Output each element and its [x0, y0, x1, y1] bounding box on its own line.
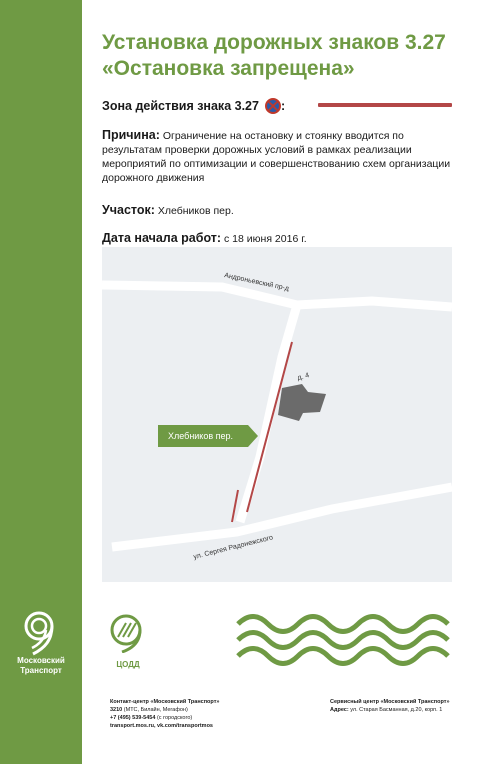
map — [102, 247, 452, 582]
road-radonezhskogo — [112, 487, 452, 547]
building-d4 — [278, 384, 326, 421]
date-value: с 18 июня 2016 г. — [224, 233, 307, 245]
moscow-transport-logo — [10, 608, 72, 676]
service-address-label: Адрес: — [330, 707, 349, 713]
section-label: Участок: — [102, 203, 155, 217]
date-block — [102, 231, 307, 245]
codd-logo-icon — [106, 613, 150, 653]
sidebar — [0, 0, 82, 764]
contacts-phone2-note: (с городского) — [156, 715, 193, 721]
moscow-transport-logo-icon — [19, 608, 63, 656]
logo-line2: Транспорт — [20, 666, 62, 675]
contacts-title: Контакт-центр «Московский Транспорт» — [110, 699, 220, 705]
street-label-top: Андроньевский пр-д — [223, 272, 290, 293]
page-title: Установка дорожных знаков 3.27 «Остановка запрещена» — [102, 31, 446, 80]
codd-logo — [104, 613, 152, 669]
zone-label: Зона действия знака 3.27 — [102, 99, 259, 113]
zone-line-legend — [318, 103, 452, 107]
contacts-phone1: 3210 — [110, 707, 123, 713]
section-block — [102, 203, 234, 217]
date-label: Дата начала работ: — [102, 231, 222, 245]
lane-label-arrow — [248, 425, 258, 447]
street-label-bottom: ул. Сергея Радонежского — [192, 534, 274, 561]
zone-colon: : — [280, 99, 286, 113]
building-label: д. 4 — [296, 372, 310, 382]
zone-row — [102, 98, 285, 114]
contacts-block — [110, 698, 310, 730]
wave-pattern-icon — [234, 610, 456, 668]
no-stopping-sign-icon — [265, 98, 281, 114]
lane-label: Хлебников пер. — [158, 425, 248, 447]
service-address: ул. Старая Басманная, д.20, корп. 1 — [350, 707, 443, 713]
map-drawing — [102, 247, 452, 582]
contacts-phone2: +7 (495) 539-5454 — [110, 715, 156, 721]
service-title: Сервисный центр «Московский Транспорт» — [330, 699, 450, 705]
contacts-phone1-note: (МТС, Билайн, Мегафон) — [123, 707, 188, 713]
reason-block — [102, 128, 458, 185]
reason-label: Причина: — [102, 128, 160, 142]
codd-label: ЦОДД — [116, 660, 140, 669]
section-value: Хлебников пер. — [157, 205, 234, 217]
reason-text: Ограничение на остановку и стоянку вводится по результатам проверки дорожных условий в рамках реализации мероприятий по оптимизации и совершенствованию схем организации дорожного движения — [102, 130, 451, 184]
service-block — [330, 698, 480, 714]
contacts-web: transport.mos.ru, vk.com/transportmos — [110, 723, 213, 729]
logo-line1: Московский — [17, 656, 65, 665]
